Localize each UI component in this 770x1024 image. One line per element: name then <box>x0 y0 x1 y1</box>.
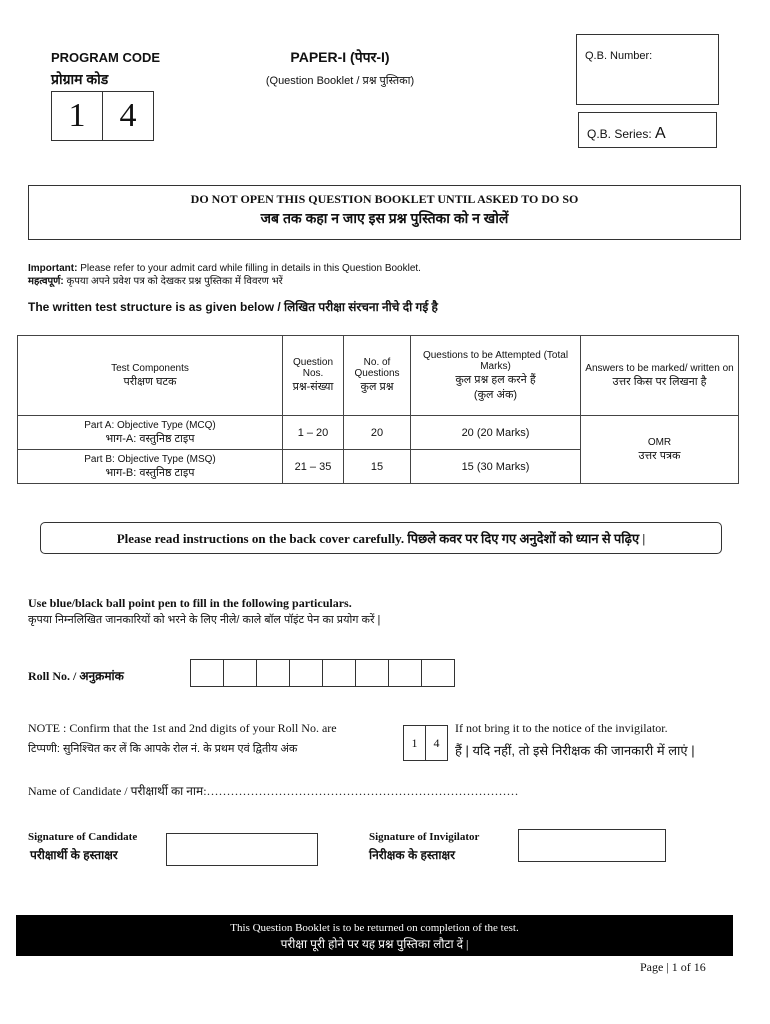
paper-subtitle: (Question Booklet / प्रश्न पुस्तिका) <box>265 75 415 87</box>
note-digits-box <box>403 725 448 761</box>
test-structure-table <box>17 335 739 484</box>
header-text-hindi: कुल प्रश्न हल करने हैं <box>455 373 536 386</box>
qnos-cell: 21 – 35 <box>283 450 344 484</box>
qb-series-value: A <box>655 125 666 142</box>
header-text: Answers to be marked/ written on <box>585 362 734 374</box>
qnos-cell: 1 – 20 <box>283 416 344 450</box>
paper-title: PAPER-I (पेपर-I) <box>290 49 390 65</box>
header-cell-attempt <box>411 336 581 416</box>
qb-number-box[interactable] <box>576 34 719 105</box>
roll-number-label: Roll No. / अनुक्रमांक <box>28 669 124 683</box>
pen-instruction: Use blue/black ball point pen to fill in the following particulars. <box>28 596 352 610</box>
roll-digit-cell[interactable] <box>388 659 422 687</box>
roll-digit-cell[interactable] <box>190 659 224 687</box>
pen-instruction-hindi: कृपया निम्नलिखित जानकारियों को भरने के लिए नीले/ काले बॉल पॉइंट पेन का प्रयोग करें | <box>28 614 381 626</box>
header-text: Test Components <box>111 362 189 374</box>
answer-sheet-label: OMR <box>647 436 672 448</box>
structure-heading: The written test structure is as given below / लिखित परीक्षा संरचना नीचे दी गई है <box>28 300 438 314</box>
important-text-hindi: कृपया अपने प्रवेश पत्र को देखकर प्रश्न पुस्तिका में विवरण भरें <box>66 276 283 287</box>
important-text: Please refer to your admit card while filling in details in this Question Booklet. <box>80 263 421 274</box>
header-text: Question Nos. <box>292 357 334 379</box>
note-text: NOTE : Confirm that the 1st and 2nd digits of your Roll No. are <box>28 721 337 735</box>
invigilator-signature-box[interactable] <box>518 829 666 862</box>
table-row <box>18 416 739 450</box>
roll-digit-cell[interactable] <box>421 659 455 687</box>
note-invigilator-text: If not bring it to the notice of the invigilator. <box>455 721 668 735</box>
candidate-name-line[interactable]: Name of Candidate / परीक्षार्थी का नाम:…………………………………………………………………… <box>28 784 519 798</box>
part-cell <box>18 450 283 484</box>
invigilator-signature-label: Signature of Invigilator <box>369 831 480 843</box>
attempt-cell: 20 (20 Marks) <box>411 416 581 450</box>
warning-box <box>28 185 741 240</box>
qb-series-box <box>578 112 717 148</box>
qb-series-label: Q.B. Series: <box>587 127 652 141</box>
header-text-hindi: परीक्षण घटक <box>123 375 177 388</box>
warning-hindi: जब तक कहा न जाए इस प्रश्न पुस्तिका को न खोलें <box>260 210 509 226</box>
roll-digit-cell[interactable] <box>289 659 323 687</box>
roll-digit-cell[interactable] <box>355 659 389 687</box>
part-cell <box>18 416 283 450</box>
program-code-digit: 1 <box>68 97 86 134</box>
roll-number-grid <box>191 659 455 687</box>
program-code-label-hindi: प्रोग्राम कोड <box>51 71 109 87</box>
part-label: Part B: Objective Type (MSQ) <box>84 453 216 465</box>
attempt-cell: 15 (30 Marks) <box>411 450 581 484</box>
instructions-banner: Please read instructions on the back cover carefully. पिछले कवर पर दिए गए अनुदेशों को ध्यान से पढ़िए | <box>40 522 722 554</box>
roll-digit-cell[interactable] <box>223 659 257 687</box>
note-digit: 4 <box>425 726 447 760</box>
header-cell-count <box>344 336 411 416</box>
part-label-hindi: भाग-B: वस्तुनिष्ठ टाइप <box>105 466 195 479</box>
header-text: Questions to be Attempted (Total Marks) <box>422 349 569 372</box>
important-label-hindi: महत्वपूर्ण: <box>28 276 64 287</box>
candidate-signature-label-hindi: परीक्षार्थी के हस्ताक्षर <box>30 848 118 862</box>
header-text-hindi: कुल प्रश्न <box>360 381 394 393</box>
note-digit: 1 <box>411 735 418 750</box>
program-code-label: PROGRAM CODE <box>51 50 161 65</box>
count-cell: 15 <box>344 450 411 484</box>
table-header-row <box>18 336 739 416</box>
invigilator-signature-label-hindi: निरीक्षक के हस्ताक्षर <box>369 848 455 862</box>
part-label-hindi: भाग-A: वस्तुनिष्ठ टाइप <box>105 432 195 445</box>
header-text-hindi: (कुल अंक) <box>473 388 518 401</box>
footer-bar <box>16 915 733 956</box>
header-text-hindi: प्रश्न-संख्या <box>292 381 334 393</box>
important-note <box>28 262 421 288</box>
candidate-signature-label: Signature of Candidate <box>28 831 138 843</box>
header-cell-qnos <box>283 336 344 416</box>
header-cell-answers <box>581 336 739 416</box>
qb-number-label: Q.B. Number: <box>585 50 653 62</box>
header-text-hindi: उत्तर किस पर लिखना है <box>612 375 707 388</box>
program-code-box <box>51 91 154 141</box>
candidate-signature-box[interactable] <box>166 833 318 866</box>
roll-digit-cell[interactable] <box>256 659 290 687</box>
footer-text: This Question Booklet is to be returned on completion of the test. <box>230 922 519 934</box>
header-text: No. of Questions <box>354 357 400 379</box>
program-code-digit: 4 <box>102 92 153 140</box>
warning-english: DO NOT OPEN THIS QUESTION BOOKLET UNTIL ASKED TO DO SO <box>190 192 579 206</box>
footer-text-hindi: परीक्षा पूरी होने पर यह प्रश्न पुस्तिका लौटा दें | <box>280 937 469 951</box>
header-cell-components <box>18 336 283 416</box>
note-invigilator-text-hindi: हैं | यदि नहीं, तो इसे निरीक्षक की जानकारी में लाएं | <box>455 743 695 758</box>
answer-sheet-label-hindi: उत्तर पत्रक <box>638 449 681 462</box>
page-number: Page | 1 of 16 <box>640 960 706 974</box>
note-text-hindi: टिप्पणी: सुनिश्चित कर लें कि आपके रोल नं. के प्रथम एवं द्वितीय अंक <box>28 743 298 755</box>
important-label: Important: <box>28 263 78 274</box>
roll-digit-cell[interactable] <box>322 659 356 687</box>
part-label: Part A: Objective Type (MCQ) <box>84 419 216 431</box>
count-cell: 20 <box>344 416 411 450</box>
answer-sheet-cell <box>581 416 739 484</box>
